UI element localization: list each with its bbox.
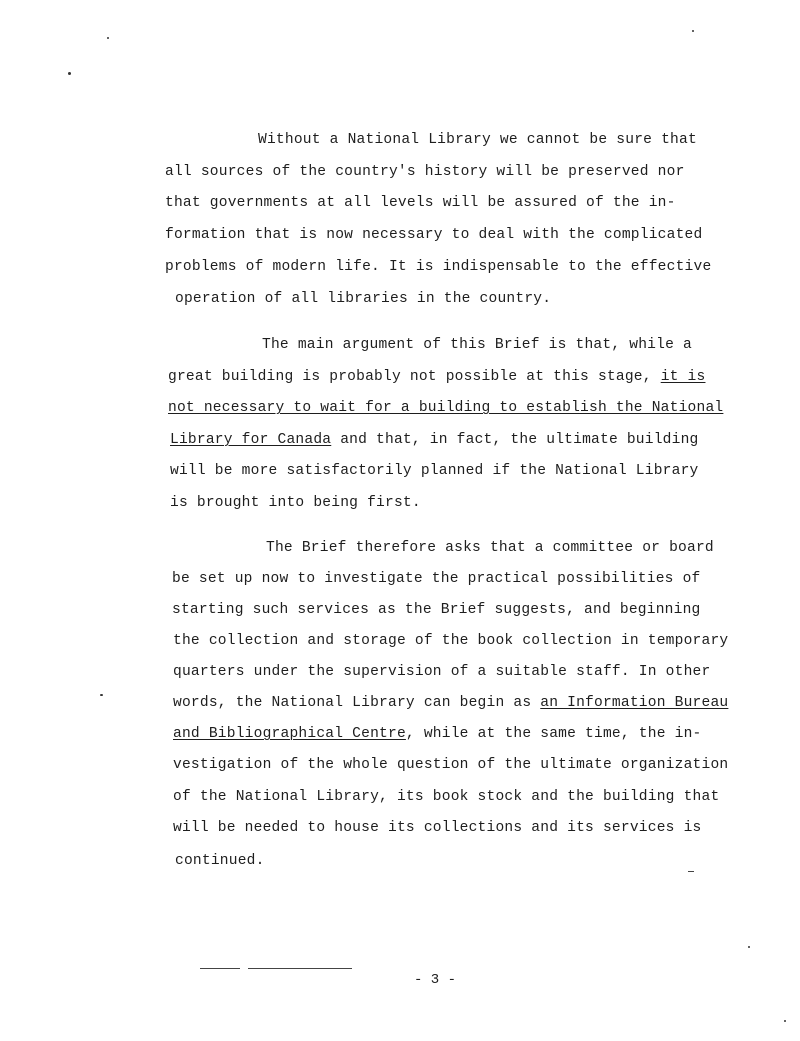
text-segment: that governments at all levels will be assured of the in- bbox=[165, 195, 676, 211]
text-segment: will be needed to house its collections and its services is bbox=[173, 820, 702, 836]
text-line bbox=[266, 539, 714, 557]
text-line bbox=[173, 756, 728, 774]
underlined-text: an Information Bureau bbox=[540, 695, 729, 711]
underlined-text: not necessary to wait for a building to establish the National bbox=[168, 400, 724, 416]
text-segment: the collection and storage of the book collection in temporary bbox=[173, 633, 729, 649]
text-segment: will be more satisfactorily planned if the National Library bbox=[170, 463, 699, 479]
page-number: - 3 - bbox=[414, 972, 457, 988]
text-line bbox=[172, 601, 701, 619]
text-line bbox=[170, 462, 699, 480]
text-line bbox=[173, 632, 728, 650]
text-segment: operation of all libraries in the country. bbox=[175, 291, 552, 307]
scan-mark bbox=[688, 871, 694, 872]
text-segment: Without a National Library we cannot be sure that bbox=[258, 132, 697, 148]
text-line bbox=[172, 570, 701, 588]
text-line bbox=[175, 852, 265, 870]
text-segment: vestigation of the whole question of the ultimate organization bbox=[173, 757, 729, 773]
text-segment: , while at the same time, the in- bbox=[405, 726, 702, 742]
scan-speck bbox=[100, 694, 103, 696]
text-line bbox=[258, 131, 697, 149]
text-segment: formation that is now necessary to deal with the complicated bbox=[165, 227, 703, 243]
text-segment: quarters under the supervision of a suitable staff. In other bbox=[173, 664, 711, 680]
text-segment: be set up now to investigate the practical possibilities of bbox=[172, 571, 701, 587]
text-line bbox=[168, 368, 705, 386]
text-line bbox=[165, 163, 685, 181]
underlined-text: and Bibliographical Centre bbox=[173, 726, 406, 742]
scan-mark bbox=[200, 968, 240, 969]
text-line bbox=[165, 194, 676, 212]
text-line bbox=[170, 494, 421, 512]
text-segment: all sources of the country's history will be preserved nor bbox=[165, 164, 685, 180]
text-line bbox=[170, 431, 699, 449]
scan-speck bbox=[68, 72, 71, 75]
text-segment: and that, in fact, the ultimate building bbox=[331, 432, 699, 448]
text-segment: words, the National Library can begin as bbox=[173, 695, 541, 711]
scan-speck bbox=[107, 37, 109, 39]
text-segment: problems of modern life. It is indispensable to the effective bbox=[165, 259, 712, 275]
text-line bbox=[262, 336, 692, 354]
text-segment: great building is probably not possible at this stage, bbox=[168, 369, 661, 385]
text-line bbox=[173, 694, 728, 712]
text-line bbox=[175, 290, 551, 308]
text-segment: is brought into being first. bbox=[170, 495, 421, 511]
scan-speck bbox=[784, 1020, 786, 1022]
text-segment: continued. bbox=[175, 853, 265, 869]
text-segment: starting such services as the Brief suggests, and beginning bbox=[172, 602, 701, 618]
underlined-text: Library for Canada bbox=[170, 432, 332, 448]
scan-mark bbox=[248, 968, 352, 969]
scan-speck bbox=[692, 30, 694, 32]
text-line bbox=[173, 663, 710, 681]
text-segment: The main argument of this Brief is that, while a bbox=[262, 337, 692, 353]
text-line bbox=[165, 258, 711, 276]
text-line bbox=[165, 226, 702, 244]
text-line bbox=[168, 399, 723, 417]
scan-speck bbox=[748, 946, 750, 948]
text-line bbox=[173, 788, 719, 806]
text-segment: of the National Library, its book stock and the building that bbox=[173, 789, 720, 805]
text-segment: The Brief therefore asks that a committee or board bbox=[266, 540, 714, 556]
text-line bbox=[173, 725, 702, 743]
text-line bbox=[173, 819, 702, 837]
underlined-text: it is bbox=[660, 369, 706, 385]
